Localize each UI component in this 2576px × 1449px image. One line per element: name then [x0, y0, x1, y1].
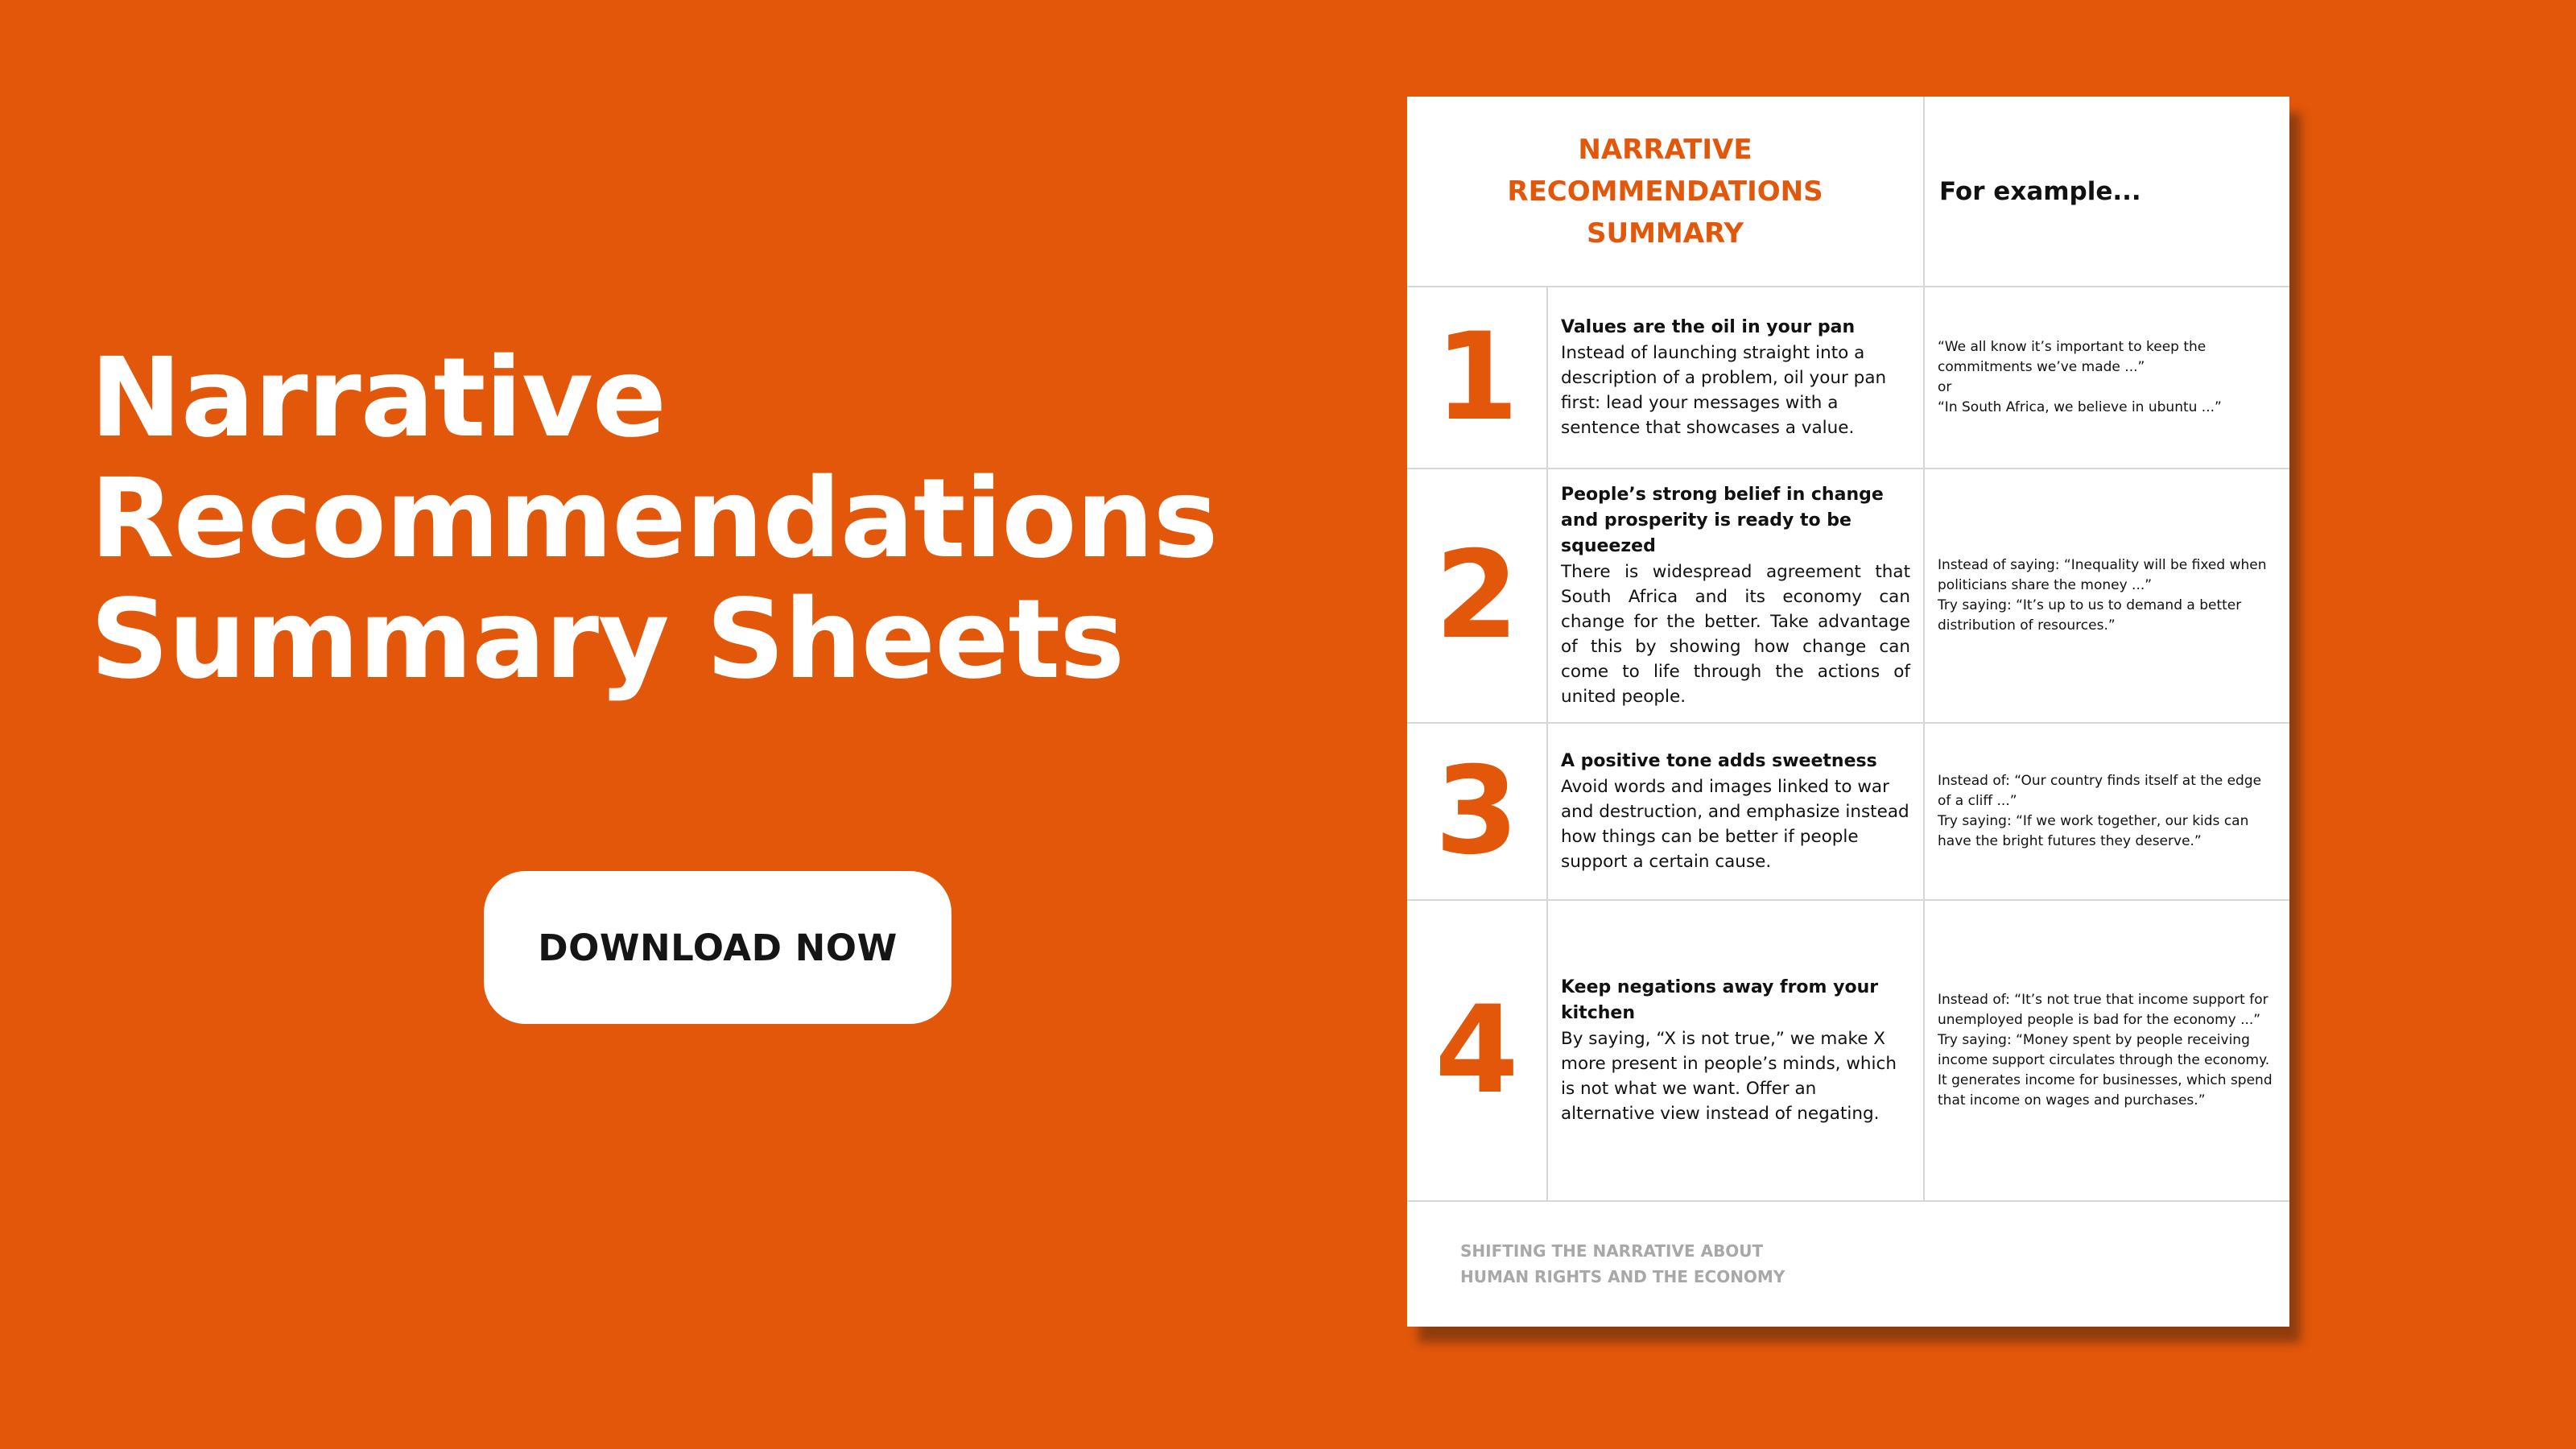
summary-table [1407, 97, 2289, 1202]
recommendation-cell [1547, 723, 1924, 900]
sheet-footer-line: SHIFTING THE NARRATIVE ABOUT [1460, 1241, 1764, 1261]
example-line: “In South Africa, we believe in ubuntu ...” [1938, 399, 2222, 415]
example-line: Instead of: “It’s not true that income support for unemployed people is bad for the economy ...” [1938, 992, 2268, 1028]
summary-sheet-preview [1407, 97, 2289, 1327]
table-row [1407, 469, 2289, 723]
hero-title [90, 335, 1218, 704]
example-cell [1924, 900, 2289, 1201]
recommendation-number: 3 [1407, 723, 1547, 900]
example-line: Try saying: “It’s up to us to demand a better distribution of resources.” [1938, 597, 2242, 634]
sheet-heading [1407, 97, 1924, 287]
example-line: Try saying: “Money spent by people receiving income support circulates through the economy. It generates income for businesses, which spend that income on wages and purchases.” [1938, 1032, 2273, 1108]
hero-title-line: Narrative [90, 335, 667, 462]
table-header-row [1407, 97, 2289, 287]
recommendation-cell [1547, 900, 1924, 1201]
recommendation-body: Instead of launching straight into a description of a problem, oil your pan first: lead your messages with a sentence that showcases a value. [1561, 343, 1887, 438]
recommendation-title: Values are the oil in your pan [1561, 317, 1856, 337]
recommendation-number: 1 [1407, 287, 1547, 469]
hero-title-line: Recommendations [90, 456, 1218, 583]
recommendation-title: People’s strong belief in change and prosperity is ready to be squeezed [1561, 485, 1884, 556]
example-cell [1924, 723, 2289, 900]
example-heading: For example... [1924, 97, 2289, 287]
recommendation-body: There is widespread agreement that South Africa and its economy can change for the better. Take advantage of this by showing how change can come to life through the actions of united people. [1561, 562, 1910, 707]
recommendation-body: Avoid words and images linked to war and destruction, and emphasize instead how things can be better if people support a certain cause. [1561, 777, 1909, 872]
recommendation-title: Keep negations away from your kitchen [1561, 977, 1879, 1023]
recommendation-title: A positive tone adds sweetness [1561, 751, 1877, 771]
example-line: Try saying: “If we work together, our kids can have the bright futures they deserve.” [1938, 813, 2249, 849]
example-cell [1924, 469, 2289, 723]
sheet-heading-line: NARRATIVE RECOMMENDATIONS [1507, 133, 1823, 208]
table-row [1407, 900, 2289, 1201]
sheet-footer-line: HUMAN RIGHTS AND THE ECONOMY [1460, 1267, 1785, 1286]
recommendation-cell [1547, 287, 1924, 469]
recommendation-number: 4 [1407, 900, 1547, 1201]
recommendation-body: By saying, “X is not true,” we make X more present in people’s minds, which is not what we want. Offer an alternative view instead of negating. [1561, 1029, 1897, 1124]
recommendation-cell [1547, 469, 1924, 723]
sheet-heading-line: SUMMARY [1586, 217, 1744, 250]
download-now-button[interactable]: DOWNLOAD NOW [484, 871, 952, 1024]
example-line: or [1938, 379, 1952, 395]
example-line: Instead of: “Our country finds itself at the edge of a cliff ...” [1938, 773, 2262, 809]
example-line: Instead of saying: “Inequality will be fixed when politicians share the money ...” [1938, 557, 2267, 593]
table-row [1407, 287, 2289, 469]
table-row [1407, 723, 2289, 900]
sheet-footer [1460, 1238, 1785, 1290]
hero-title-line: Summary Sheets [90, 576, 1125, 704]
example-line: “We all know it’s important to keep the commitments we’ve made ...” [1938, 339, 2207, 375]
recommendation-number: 2 [1407, 469, 1547, 723]
example-cell [1924, 287, 2289, 469]
